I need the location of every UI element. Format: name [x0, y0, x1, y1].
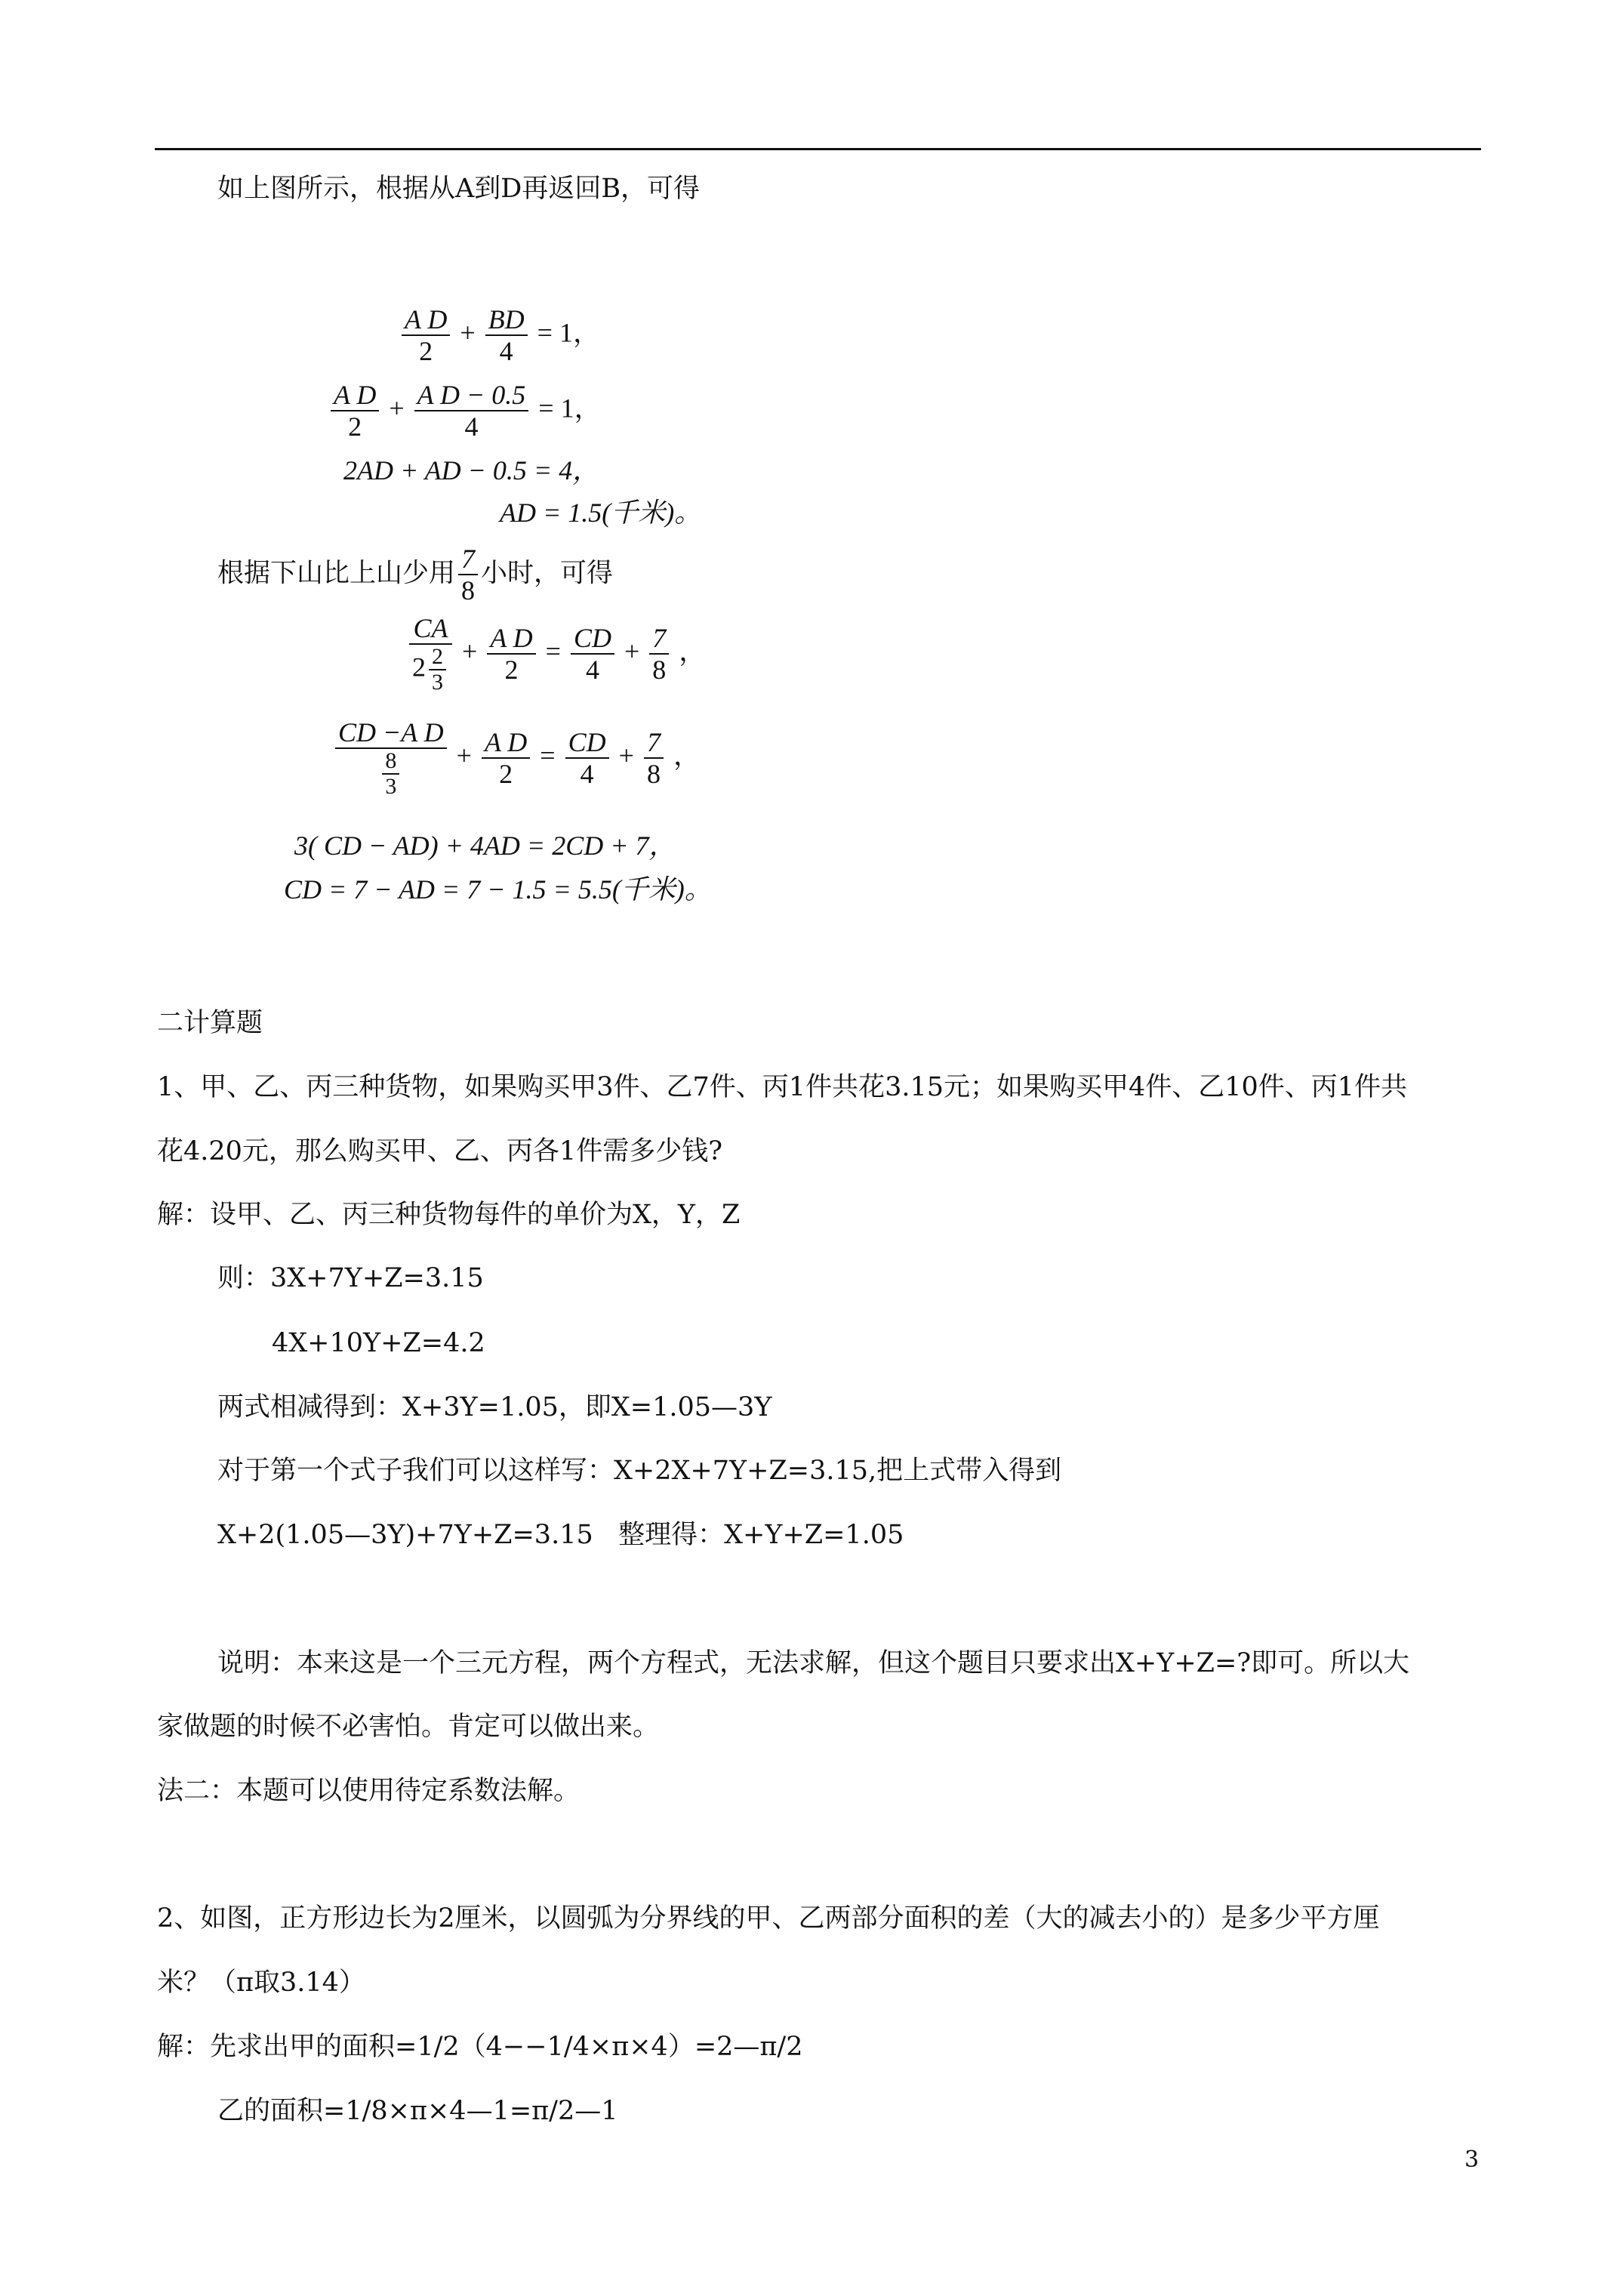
q1-line-1: 1、甲、乙、丙三种货物，如果购买甲3件、乙7件、丙1件共花3.15元；如果购买甲4件、乙10件、丙1件共	[157, 1072, 1408, 1102]
q1-line-2: 花4.20元，那么购买甲、乙、丙各1件需多少钱?	[157, 1136, 722, 1166]
method-2: 法二：本题可以使用待定系数法解。	[157, 1776, 581, 1806]
a1-line-2: 则：3X+7Y+Z=3.15	[217, 1263, 484, 1293]
header-rule	[155, 148, 1481, 150]
equation-3: 2AD + AD − 0.5 = 4，	[343, 455, 600, 485]
note-line-1: 说明：本来这是一个三元方程，两个方程式，无法求解，但这个题目只要求出X+Y+Z=?即可。所以大	[217, 1648, 1410, 1678]
section-title: 二计算题	[157, 1008, 263, 1038]
page-number: 3	[1464, 2147, 1480, 2173]
a1-line-3: 4X+10Y+Z=4.2	[272, 1328, 485, 1358]
q2-line-1: 2、如图，正方形边长为2厘米，以圆弧为分界线的甲、乙两部分面积的差（大的减去小的）是多少平方厘	[157, 1903, 1380, 1934]
a1-line-4: 两式相减得到：X+3Y=1.05，即X=1.05—3Y	[217, 1392, 772, 1422]
equation-8: CD = 7 − AD = 7 − 1.5 = 5.5(千米)。	[284, 874, 712, 905]
equation-2: $\frac{\text{A D}}{2}$ + $\frac{\text{A D − 0.5}}{4}$ = 1，	[328, 380, 602, 442]
equation-7: 3( CD − AD) + 4AD = 2CD + 7，	[294, 831, 676, 861]
a1-line-1: 解：设甲、乙、丙三种货物每件的单价为X，Y，Z	[157, 1200, 741, 1230]
intro-2-text: 根据下山比上山少用 $\frac{7}{8}$ 小时，可得	[217, 544, 614, 606]
a1-line-5: 对于第一个式子我们可以这样写：X+2X+7Y+Z=3.15,把上式带入得到	[217, 1456, 1062, 1486]
equation-6: $\frac{\text{CD −A D}}{\frac{8}{3}}$ + $\frac{\text{A D}}{2}$ = $\frac{CD}{4}$ + $\frac{7}{8}$ ，	[332, 717, 701, 799]
q2-line-2: 米？（π取3.14）	[157, 1968, 365, 1998]
intro-text: 如上图所示，根据从A到D再返回B，可得	[217, 174, 701, 204]
a2-line-2: 乙的面积=1/8×π×4—1=π/2—1	[217, 2096, 618, 2126]
equation-4: AD = 1.5(千米)。	[500, 498, 702, 528]
a2-line-1: 解：先求出甲的面积=1/2（4−−1/4×π×4）=2—π/2	[157, 2032, 803, 2062]
note-line-2: 家做题的时候不必害怕。肯定可以做出来。	[157, 1712, 660, 1742]
equation-1: $\frac{\text{A D}}{2}$ + $\frac{BD}{4}$ = 1，	[399, 304, 600, 366]
equation-5: CA 2 $\frac{2}{3}$ + $\frac{\text{A D}}{2}$ = $\frac{CD}{4}$ + $\frac{7}{8}$ ，	[406, 613, 706, 695]
a1-line-6: X+2(1.05—3Y)+7Y+Z=3.15 整理得：X+Y+Z=1.05	[217, 1520, 904, 1550]
